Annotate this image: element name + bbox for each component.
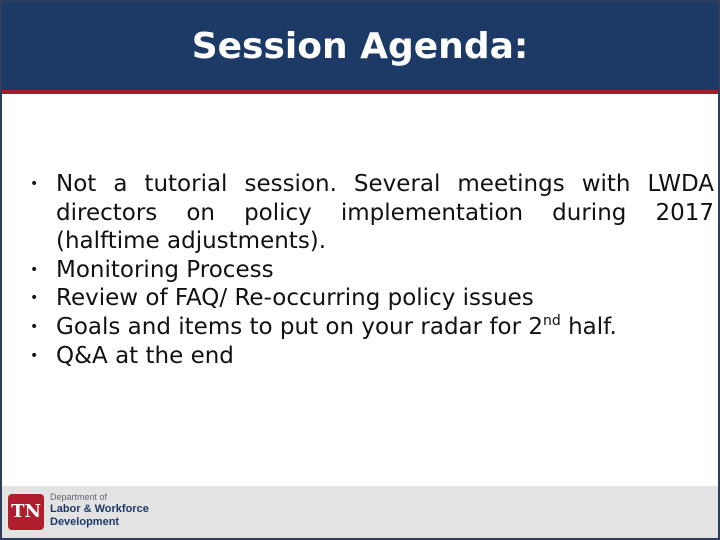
agenda-item-text: Goals and items to put on your radar for 2 [56,313,543,340]
agenda-item-tutorial [30,170,714,256]
department-logo [8,490,158,534]
dept-line-1: Department of [50,492,108,502]
agenda-list [30,170,714,370]
agenda-item-monitoring [30,256,714,285]
agenda-item-text-end: half. [560,313,617,340]
tn-logo-icon: TN [8,494,44,530]
agenda-item-line: (halftime adjustments). [56,228,327,255]
agenda-item-text: Monitoring Process [56,256,274,283]
bullet-icon: • [30,318,39,335]
slide-title: Session Agenda: [191,26,529,67]
agenda-item-qa [30,342,714,371]
agenda-item-goals [30,313,714,342]
agenda-item-faq [30,284,714,313]
slide-body [30,170,714,370]
superscript-nd: nd [543,312,561,329]
agenda-item-text: Review of FAQ/ Re-occurring policy issues [56,285,534,312]
bullet-icon: • [30,290,39,307]
title-bar [2,2,718,94]
agenda-item-line: Not a tutorial session. Several meetings with LWDA [56,171,714,197]
agenda-item-line: directors on policy implementation during 2017 [56,199,714,226]
department-name [50,492,160,529]
dept-line-3: Development [50,516,120,528]
dept-line-2: Labor & Workforce [50,503,149,515]
bullet-icon: • [30,261,39,278]
bullet-icon: • [30,176,39,192]
bullet-icon: • [30,347,39,364]
agenda-item-text: Q&A at the end [56,342,234,369]
